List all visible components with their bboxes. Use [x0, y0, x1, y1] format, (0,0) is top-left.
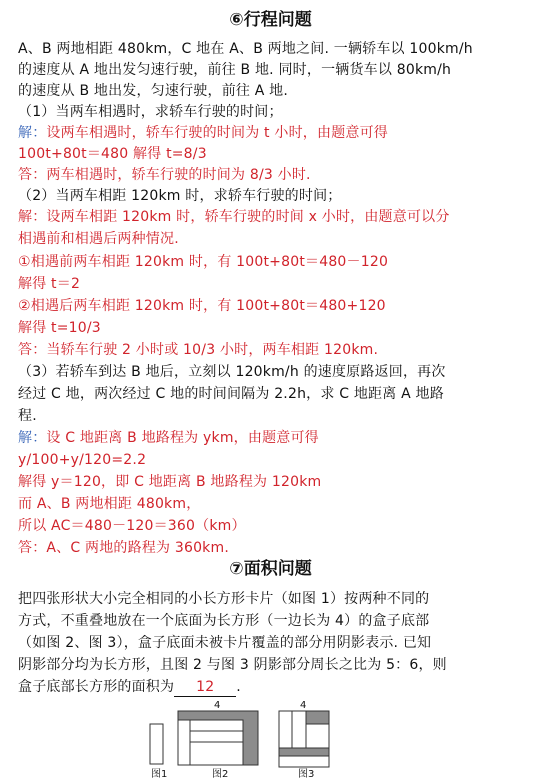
end-punct: .	[236, 679, 241, 695]
figure-2-dimension: 4	[214, 700, 221, 711]
solution-line: ①相遇前两车相距 120km 时，有 100t+80t＝480－120	[18, 254, 389, 270]
answer-line: 答：A、C 两地的路程为 360km.	[18, 540, 229, 556]
area-problem-line	[18, 678, 241, 697]
figure-2-card	[190, 720, 243, 731]
area-problem-line: 把四张形状大小完全相同的小长方形卡片（如图 1）按两种不同的	[18, 591, 430, 607]
figure-2-card	[190, 742, 243, 765]
problem-text-line: 的速度从 A 地出发匀速行驶，前往 B 地. 同时，一辆货车以 80km/h	[18, 62, 452, 78]
solution-line: 解得 t＝2	[18, 276, 81, 292]
figure-3-card	[279, 756, 329, 767]
problem-text-line: A、B 两地相距 480km，C 地在 A、B 两地之间. 一辆轿车以 100km/h	[18, 41, 473, 57]
solution-line: y/100+y/120=2.2	[18, 452, 147, 468]
section-title-area: ⑦面积问题	[229, 559, 312, 579]
problem-text-line: 的速度从 B 地出发，匀速行驶，前往 A 地.	[18, 83, 289, 99]
solution-text: 设 C 地距离 B 地路程为 ykm，由题意可得	[46, 430, 319, 446]
question-1: （1）当两车相遇时，求轿车行驶的时间；	[18, 104, 283, 120]
answer-blank: 12	[174, 678, 236, 697]
solution-prefix: 解：	[18, 430, 47, 446]
solution-line: 所以 AC＝480－120＝360（km）	[18, 518, 246, 534]
solution-line: 解得 t=10/3	[18, 320, 101, 336]
figure-1-card	[150, 724, 163, 764]
area-problem-line: 方式，不重叠地放在一个底面为长方形（一边长为 4）的盒子底部	[18, 613, 430, 629]
solution-line: 100t+80t＝480 解得 t=8/3	[18, 146, 207, 162]
solution-line: 解：设两车相距 120km 时，轿车行驶的时间 x 小时，由题意可以分	[18, 209, 450, 225]
question-3: （3）若轿车到达 B 地后，立刻以 120km/h 的速度原路返回，再次	[18, 364, 446, 380]
figures	[0, 698, 541, 780]
area-problem-line: （如图 2、图 3），盒子底面未被卡片覆盖的部分用阴影表示. 已知	[18, 635, 432, 651]
solution-line	[18, 124, 388, 142]
figure-3-dimension: 4	[300, 700, 307, 711]
solution-line	[18, 429, 319, 447]
answer-line: 答：当轿车行驶 2 小时或 10/3 小时，两车相距 120km.	[18, 342, 379, 358]
area-problem-line: 阴影部分均为长方形，且图 2 与图 3 阴影部分周长之比为 5：6，则	[18, 657, 447, 673]
solution-line: ②相遇后两车相距 120km 时，有 100t+80t＝480+120	[18, 298, 386, 314]
answer-line: 答：两车相遇时，轿车行驶的时间为 8/3 小时.	[18, 167, 311, 183]
figure-2-card	[190, 731, 243, 742]
figure-3-label: 图3	[298, 769, 315, 780]
section-title-travel: ⑥行程问题	[229, 10, 312, 30]
figure-3-card	[292, 711, 306, 748]
solution-line: 解得 y＝120，即 C 地距离 B 地路程为 120km	[18, 474, 322, 490]
area-question-text: 盒子底部长方形的面积为	[18, 679, 175, 695]
figure-3-shade-top	[306, 711, 329, 724]
solution-text: 设两车相遇时，轿车行驶的时间为 t 小时，由题意可得	[46, 125, 388, 141]
figure-3-shade-bottom	[279, 748, 329, 756]
solution-line: 相遇前和相遇后两种情况.	[18, 231, 179, 247]
solution-line: 而 A、B 两地相距 480km，	[18, 496, 201, 512]
figure-3-card	[279, 711, 292, 748]
figure-2-shade-right	[243, 720, 258, 765]
figure-2-card	[178, 720, 190, 765]
question-3-cont: 经过 C 地，两次经过 C 地的时间间隔为 2.2h，求 C 地距离 A 地路	[18, 386, 444, 402]
solution-prefix: 解：	[18, 125, 47, 141]
figure-1-label: 图1	[151, 769, 168, 780]
question-3-cont: 程.	[18, 408, 37, 424]
figure-2-label: 图2	[212, 769, 229, 780]
figure-3-card	[306, 724, 329, 748]
question-2: （2）当两车相距 120km 时，求轿车行驶的时间；	[18, 188, 342, 204]
figure-2-shade-top	[178, 711, 258, 720]
